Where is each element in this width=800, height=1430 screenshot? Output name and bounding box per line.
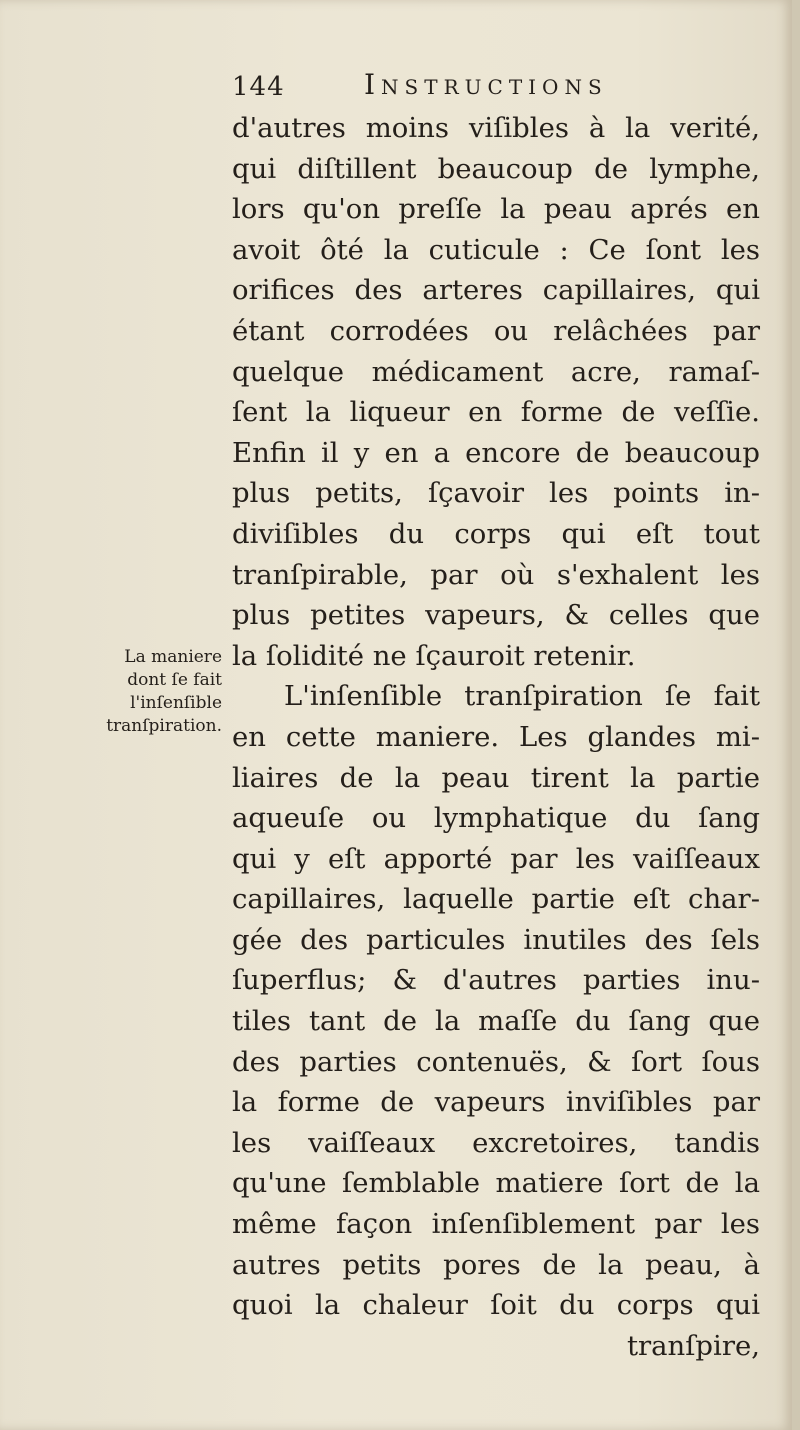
text-line: qui diſtillent beaucoup de lymphe, — [232, 152, 760, 185]
page-edge — [792, 0, 800, 1430]
text-line: tranſpirable, par où s'exhalent les — [232, 558, 760, 591]
text-line: plus petites vapeurs, & celles que — [232, 599, 760, 632]
margin-note-line: l'inſenſible — [130, 693, 222, 713]
text-line: la forme de vapeurs inviſibles par — [232, 1086, 760, 1119]
text-line: quoi la chaleur ſoit du corps qui — [232, 1289, 760, 1322]
running-title: Instructions — [364, 68, 608, 101]
text-line: tiles tant de la maſſe du ſang que — [232, 1005, 760, 1038]
text-line: qui y eſt apporté par les vaiſſeaux — [232, 842, 760, 875]
text-line: même façon inſenſiblement par les — [232, 1208, 760, 1241]
text-line: orifices des arteres capillaires, qui — [232, 274, 760, 307]
text-line: les vaiſſeaux excretoires, tandis — [232, 1126, 760, 1159]
text-line: ſuperflus; & d'autres parties inu- — [232, 964, 760, 997]
text-line: capillaires, laquelle partie eſt char- — [232, 883, 760, 916]
text-line: gée des particules inutiles des ſels — [232, 923, 760, 956]
text-line: d'autres moins viſibles à la verité, — [232, 112, 760, 144]
catchword: tranſpire, — [626, 1329, 760, 1362]
body-text — [232, 108, 760, 1366]
text-line: des parties contenuës, & ſort ſous — [232, 1045, 760, 1078]
margin-note-line: dont ſe fait — [127, 670, 222, 690]
text-line: étant corrodées ou relâchées par — [232, 314, 760, 347]
text-line: ſent la liqueur en forme de veſſie. — [232, 396, 760, 429]
page-header — [232, 68, 772, 108]
text-line: en cette maniere. Les glandes mi- — [232, 720, 760, 753]
text-line: plus petits, ſçavoir les points in- — [232, 477, 760, 510]
text-line: liaires de la peau tirent la partie — [232, 761, 760, 794]
margin-note-line: tranſpiration. — [106, 716, 222, 736]
text-line: autres petits pores de la peau, à — [232, 1248, 760, 1281]
text-line: qu'une ſemblable matiere ſort de la — [232, 1167, 760, 1200]
page-number: 144 — [232, 72, 285, 102]
text-line: L'inſenſible tranſpiration ſe fait — [284, 680, 760, 713]
text-line: Enfin il y en a encore de beaucoup — [232, 436, 760, 469]
text-line: lors qu'on preſſe la peau aprés en — [232, 193, 760, 226]
text-line: la ſolidité ne ſçauroit retenir. — [232, 639, 636, 672]
text-line: avoit ôté la cuticule : Ce ſont les — [232, 233, 760, 266]
margin-note — [76, 646, 222, 738]
text-line: diviſibles du corps qui eſt tout — [232, 517, 760, 550]
margin-note-line: La maniere — [124, 647, 222, 667]
text-line: aqueuſe ou lymphatique du ſang — [232, 802, 760, 835]
text-line: quelque médicament acre, ramaſ- — [232, 355, 760, 388]
